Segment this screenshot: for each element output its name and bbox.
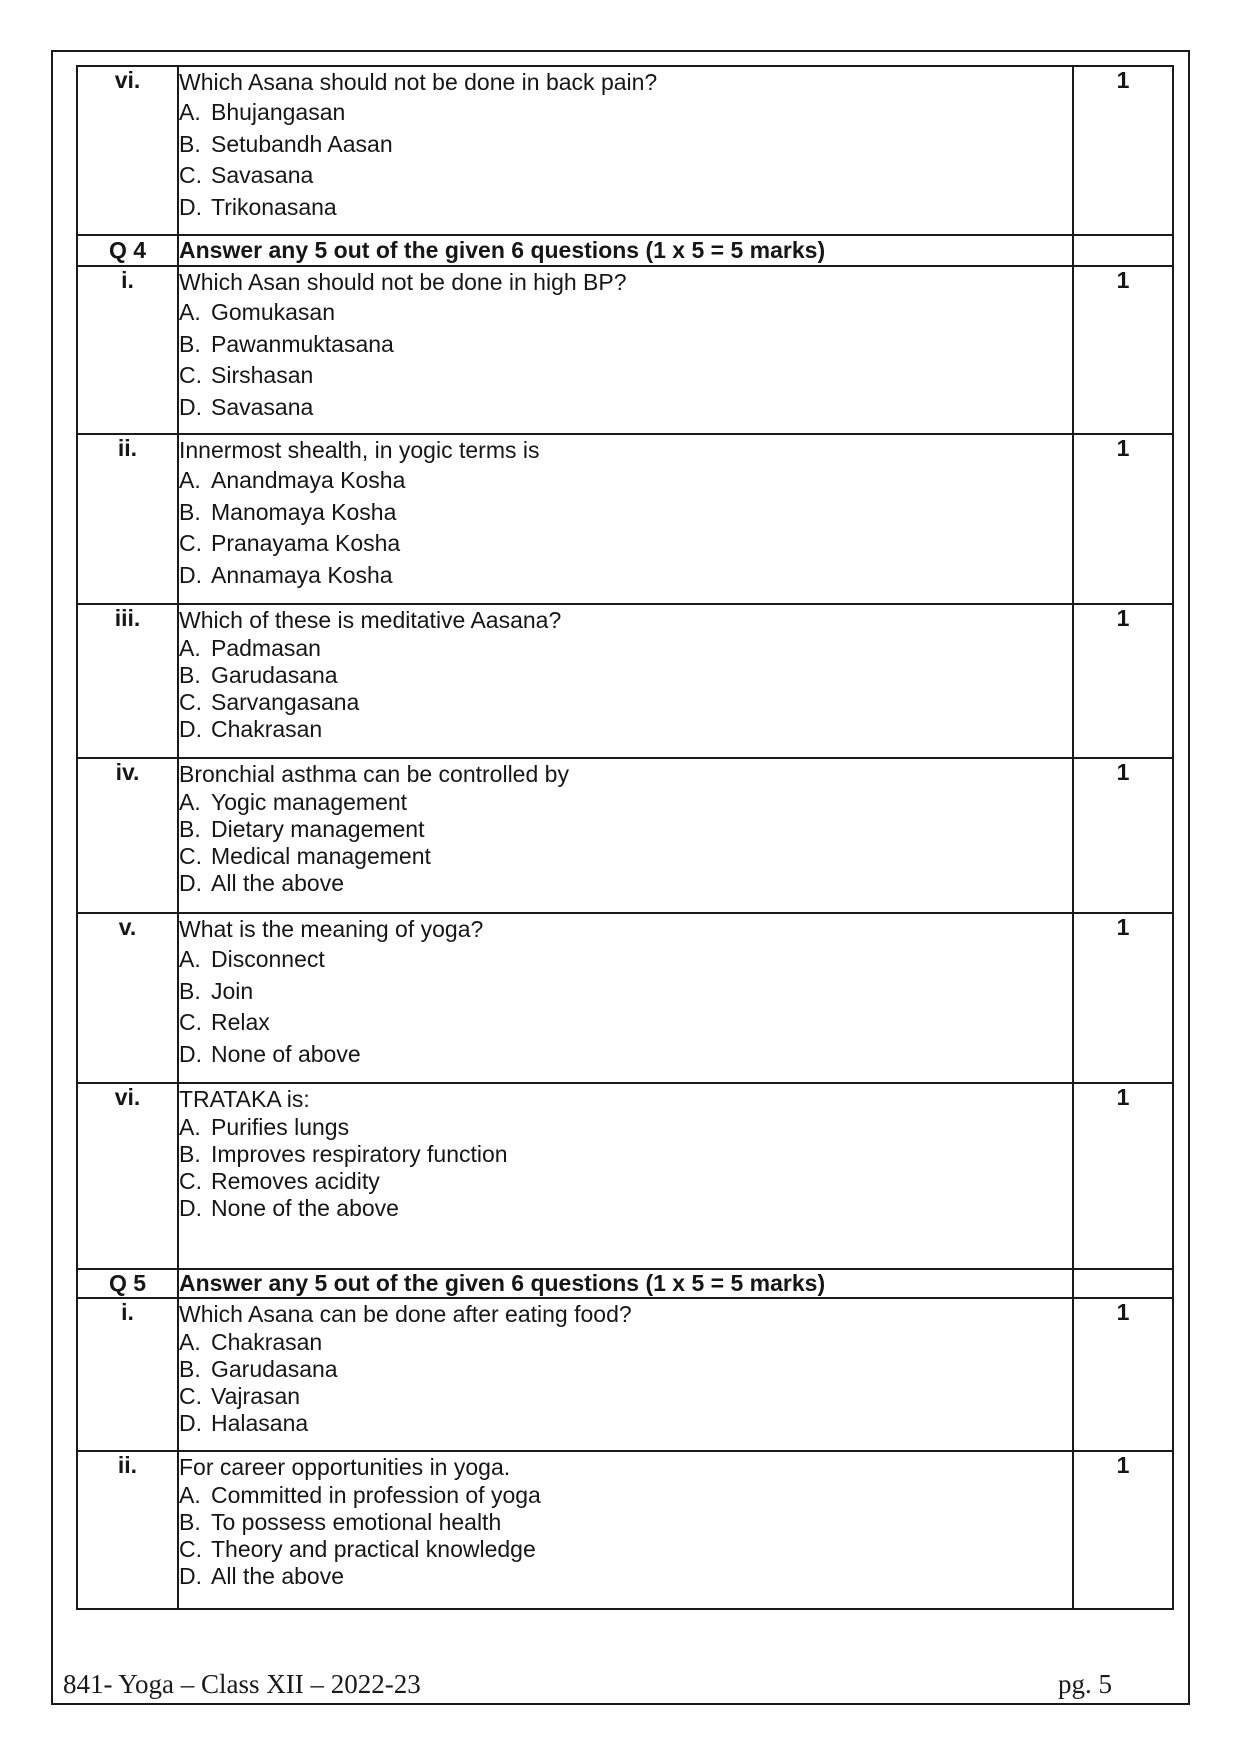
option-line [179, 1168, 1072, 1195]
option-text: Disconnect [211, 946, 325, 972]
option-letter: B. [179, 816, 201, 842]
option-letter: B. [179, 1141, 201, 1167]
question-number: iv. [115, 759, 140, 785]
option-letter: A. [179, 946, 201, 972]
question-text: Which Asan should not be done in high BP? [179, 269, 627, 295]
option-line [179, 1114, 1072, 1141]
question-row [77, 604, 1173, 758]
option-text: Trikonasana [211, 193, 337, 220]
option-line [179, 360, 1072, 392]
options-list [179, 97, 1072, 223]
option-line [179, 97, 1072, 129]
option-letter: C. [179, 1383, 202, 1409]
question-number-cell [77, 66, 178, 235]
option-letter: C. [179, 362, 202, 388]
question-row [77, 1451, 1173, 1609]
option-letter: A. [179, 789, 201, 815]
option-letter: B. [179, 498, 201, 525]
option-text: To possess emotional health [211, 1509, 502, 1535]
question-text: What is the meaning of yoga? [179, 916, 484, 942]
question-number: ii. [117, 435, 138, 461]
question-row [77, 66, 1173, 235]
option-line [179, 1482, 1072, 1509]
option-line [179, 635, 1072, 662]
option-text: Setubandh Aasan [211, 130, 393, 157]
options-list [179, 789, 1072, 897]
question-text: Bronchial asthma can be controlled by [179, 761, 569, 787]
option-line [179, 843, 1072, 870]
question-number: iii. [114, 605, 141, 631]
option-line [179, 465, 1072, 497]
option-line [179, 789, 1072, 816]
option-text: Vajrasan [211, 1383, 301, 1409]
option-letter: C. [179, 843, 202, 869]
option-line [179, 1007, 1072, 1039]
marks-cell [1073, 235, 1173, 266]
section-header-row [77, 235, 1173, 266]
option-text: Removes acidity [211, 1168, 380, 1194]
option-line [179, 329, 1072, 361]
option-text: Chakrasan [211, 716, 323, 742]
question-cell [178, 1298, 1073, 1451]
question-row [77, 434, 1173, 604]
page-footer [63, 1669, 1188, 1700]
exam-question-table [76, 65, 1174, 1610]
option-text: Annamaya Kosha [211, 561, 393, 588]
option-letter: D. [179, 716, 202, 742]
footer-course-label: 841- Yoga – Class XII – 2022-23 [63, 1669, 421, 1699]
question-number: i. [121, 1299, 134, 1325]
question-number-cell [77, 1451, 178, 1609]
option-text: Garudasana [211, 1356, 338, 1382]
option-letter: C. [179, 530, 202, 556]
question-number: vi. [114, 1084, 141, 1110]
option-letter: D. [179, 393, 202, 420]
option-letter: B. [179, 1509, 201, 1535]
option-text: Gomukasan [211, 299, 336, 325]
mark-value: 1 [1116, 1452, 1130, 1478]
option-text: Yogic management [211, 789, 408, 815]
option-text: All the above [211, 870, 344, 896]
option-line [179, 1410, 1072, 1437]
section-title: Answer any 5 out of the given 6 questions (1 x 5 = 5 marks) [179, 237, 826, 263]
question-number-cell [77, 266, 178, 434]
question-row [77, 758, 1173, 913]
option-text: Savasana [211, 162, 314, 188]
question-number: vi. [114, 67, 141, 93]
question-number-cell [77, 758, 178, 913]
question-number-cell [77, 1298, 178, 1451]
options-list [179, 1482, 1072, 1590]
mark-value: 1 [1116, 435, 1130, 461]
question-text: Which of these is meditative Aasana? [179, 607, 562, 633]
option-line [179, 944, 1072, 976]
option-letter: B. [179, 1356, 201, 1382]
marks-cell [1073, 913, 1173, 1083]
options-list [179, 297, 1072, 423]
marks-cell [1073, 1451, 1173, 1609]
mark-value: 1 [1116, 605, 1130, 631]
option-text: Purifies lungs [211, 1114, 350, 1140]
option-line [179, 192, 1072, 224]
mark-value: 1 [1116, 1299, 1130, 1325]
option-letter: A. [179, 1482, 201, 1508]
option-line [179, 716, 1072, 743]
section-number-cell [77, 235, 178, 266]
section-number-cell [77, 1269, 178, 1298]
section-title: Answer any 5 out of the given 6 questions (1 x 5 = 5 marks) [179, 1270, 826, 1296]
option-text: Bhujangasan [211, 99, 346, 125]
question-cell [178, 604, 1073, 758]
question-text: For career opportunities in yoga. [179, 1454, 511, 1480]
option-text: Sirshasan [211, 362, 314, 388]
option-text: Theory and practical knowledge [211, 1536, 536, 1562]
option-letter: C. [179, 1168, 202, 1194]
option-line [179, 560, 1072, 592]
marks-cell [1073, 1083, 1173, 1269]
option-text: None of the above [211, 1195, 399, 1221]
option-text: None of above [211, 1040, 361, 1067]
option-line [179, 528, 1072, 560]
option-letter: D. [179, 193, 202, 220]
option-line [179, 1329, 1072, 1356]
option-letter: D. [179, 1563, 202, 1589]
options-list [179, 635, 1072, 743]
question-row [77, 1298, 1173, 1451]
option-line [179, 392, 1072, 424]
option-text: Join [211, 977, 254, 1004]
option-line [179, 1195, 1072, 1222]
option-text: Halasana [211, 1410, 309, 1436]
question-row [77, 1083, 1173, 1269]
marks-cell [1073, 434, 1173, 604]
option-text: Padmasan [211, 635, 321, 661]
section-header-row [77, 1269, 1173, 1298]
options-list [179, 1114, 1072, 1222]
question-text: TRATAKA is: [179, 1086, 310, 1112]
option-text: All the above [211, 1563, 344, 1589]
question-row [77, 266, 1173, 434]
options-list [179, 1329, 1072, 1437]
marks-cell [1073, 1298, 1173, 1451]
question-text: Which Asana should not be done in back pain? [179, 69, 658, 95]
option-letter: C. [179, 689, 202, 715]
option-line [179, 1141, 1072, 1168]
option-text: Savasana [211, 393, 314, 420]
option-text: Anandmaya Kosha [211, 467, 406, 493]
mark-value: 1 [1116, 1084, 1130, 1110]
option-letter: C. [179, 162, 202, 188]
mark-value: 1 [1116, 67, 1130, 93]
question-cell [178, 758, 1073, 913]
section-number: Q 4 [108, 237, 147, 263]
option-letter: A. [179, 635, 201, 661]
marks-cell [1073, 604, 1173, 758]
option-line [179, 1383, 1072, 1410]
option-line [179, 1563, 1072, 1590]
option-letter: B. [179, 662, 201, 688]
option-line [179, 1356, 1072, 1383]
option-letter: B. [179, 330, 201, 357]
marks-cell [1073, 66, 1173, 235]
option-line [179, 689, 1072, 716]
option-text: Garudasana [211, 662, 338, 688]
question-text: Which Asana can be done after eating food? [179, 1301, 632, 1327]
question-number-cell [77, 913, 178, 1083]
question-row [77, 913, 1173, 1083]
marks-cell [1073, 758, 1173, 913]
option-text: Relax [211, 1009, 270, 1035]
question-number: v. [118, 914, 137, 940]
option-line [179, 1536, 1072, 1563]
option-line [179, 816, 1072, 843]
options-list [179, 944, 1072, 1070]
option-letter: C. [179, 1536, 202, 1562]
option-letter: A. [179, 1329, 201, 1355]
option-line [179, 1039, 1072, 1071]
option-text: Dietary management [211, 816, 425, 842]
option-letter: A. [179, 467, 201, 493]
section-title-cell [178, 235, 1073, 266]
option-letter: C. [179, 1009, 202, 1035]
option-text: Pranayama Kosha [211, 530, 401, 556]
page-border [51, 50, 1190, 1705]
question-cell [178, 913, 1073, 1083]
option-line [179, 297, 1072, 329]
option-letter: D. [179, 870, 202, 896]
question-number-cell [77, 434, 178, 604]
option-line [179, 160, 1072, 192]
option-letter: D. [179, 1195, 202, 1221]
option-letter: D. [179, 561, 202, 588]
option-line [179, 1509, 1072, 1536]
options-list [179, 465, 1072, 591]
section-title-cell [178, 1269, 1073, 1298]
question-number: i. [121, 267, 134, 293]
question-cell [178, 1451, 1073, 1609]
question-number-cell [77, 1083, 178, 1269]
mark-value: 1 [1116, 267, 1130, 293]
option-text: Sarvangasana [211, 689, 360, 715]
mark-value: 1 [1116, 759, 1130, 785]
option-letter: A. [179, 99, 201, 125]
option-letter: D. [179, 1410, 202, 1436]
option-text: Improves respiratory function [211, 1141, 508, 1167]
option-text: Pawanmuktasana [211, 330, 394, 357]
question-cell [178, 434, 1073, 604]
question-number: ii. [117, 1452, 138, 1478]
option-text: Chakrasan [211, 1329, 323, 1355]
option-text: Committed in profession of yoga [211, 1482, 541, 1508]
option-letter: B. [179, 977, 201, 1004]
mark-value: 1 [1116, 914, 1130, 940]
option-letter: A. [179, 1114, 201, 1140]
question-cell [178, 66, 1073, 235]
option-letter: D. [179, 1040, 202, 1067]
question-number-cell [77, 604, 178, 758]
question-cell [178, 1083, 1073, 1269]
option-line [179, 129, 1072, 161]
option-text: Manomaya Kosha [211, 498, 397, 525]
question-text: Innermost shealth, in yogic terms is [179, 437, 540, 463]
option-line [179, 870, 1072, 897]
option-line [179, 497, 1072, 529]
option-line [179, 662, 1072, 689]
section-number: Q 5 [108, 1270, 147, 1296]
option-text: Medical management [211, 843, 431, 869]
option-letter: B. [179, 130, 201, 157]
question-cell [178, 266, 1073, 434]
option-letter: A. [179, 299, 201, 325]
marks-cell [1073, 1269, 1173, 1298]
option-line [179, 976, 1072, 1008]
marks-cell [1073, 266, 1173, 434]
footer-page-number: pg. 5 [1058, 1669, 1112, 1699]
